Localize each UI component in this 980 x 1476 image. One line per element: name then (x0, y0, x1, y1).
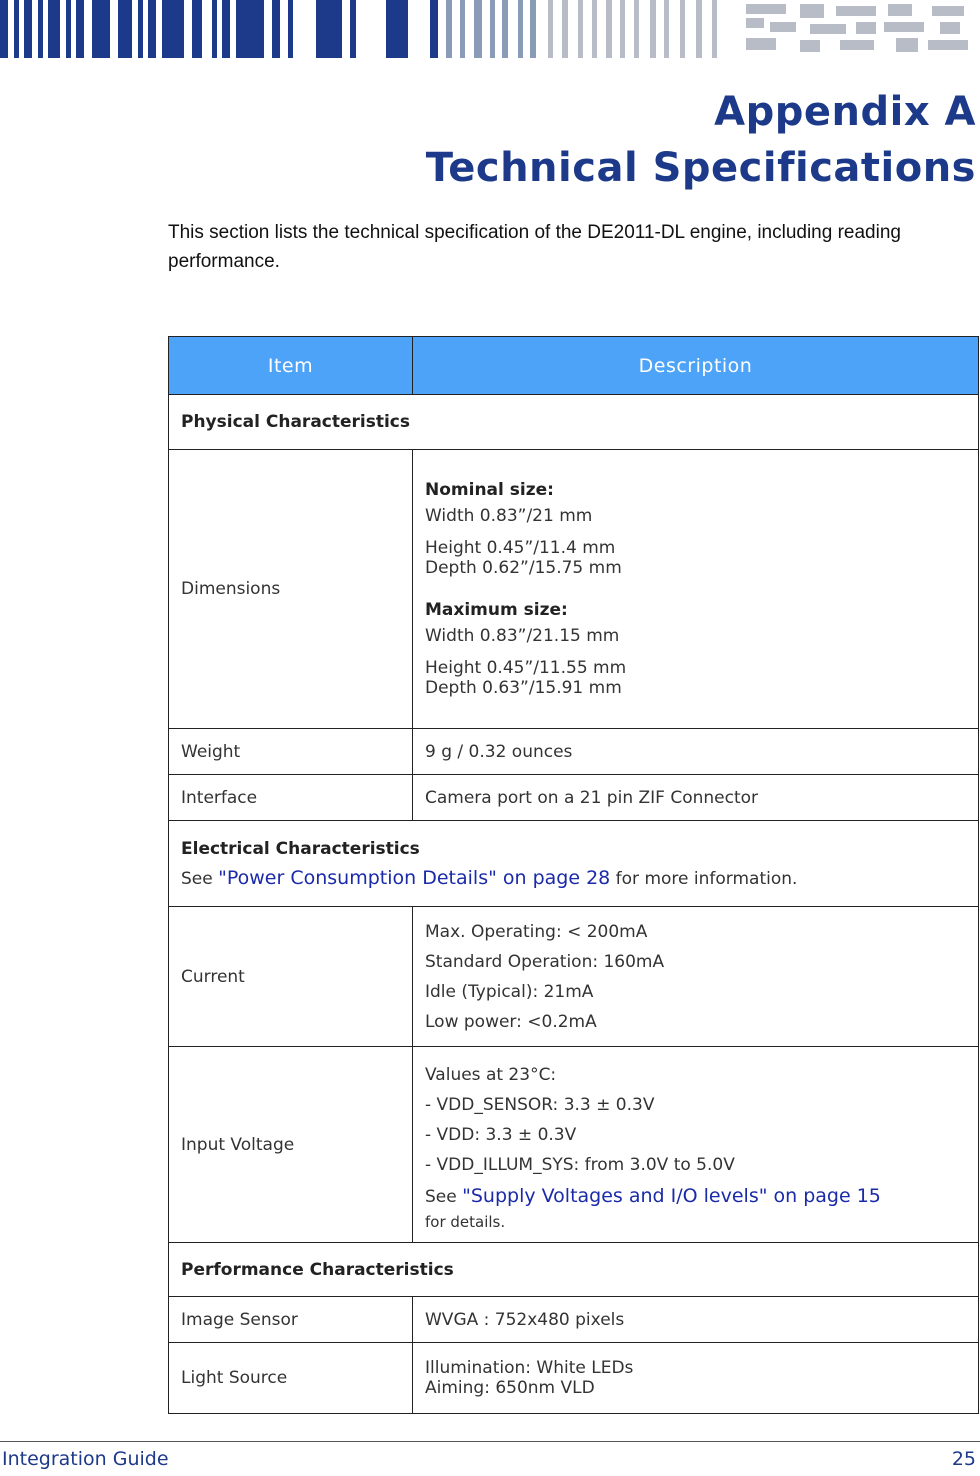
section-row-performance (169, 1243, 979, 1297)
current-standard: Standard Operation: 160mA (425, 951, 665, 972)
voltage-values: Values at 23°C: (425, 1064, 557, 1085)
nominal-depth: Depth 0.62”/15.75 mm (425, 558, 622, 578)
desc-light-source (413, 1343, 979, 1414)
section-electrical (169, 821, 979, 907)
nominal-height: Height 0.45”/11.4 mm (425, 538, 616, 558)
table-row (169, 907, 979, 1047)
see-prefix: See (425, 1186, 463, 1207)
table-row (169, 1297, 979, 1343)
section-row-electrical (169, 821, 979, 907)
nominal-size-heading: Nominal size: (425, 480, 554, 500)
note-prefix: See (181, 868, 219, 889)
voltage-see (425, 1185, 966, 1207)
page-title (426, 84, 976, 196)
desc-image-sensor: WVGA : 752x480 pixels (413, 1297, 979, 1343)
desc-input-voltage (413, 1047, 979, 1243)
section-title: Physical Characteristics (181, 412, 411, 432)
item-current: Current (169, 907, 413, 1047)
current-idle: Idle (Typical): 21mA (425, 981, 594, 1002)
maximum-size-heading: Maximum size: (425, 600, 568, 620)
table-row (169, 729, 979, 775)
note-suffix: for more information. (610, 868, 798, 889)
voltage-details: for details. (425, 1212, 506, 1231)
desc-dimensions (413, 450, 979, 729)
desc-weight: 9 g / 0.32 ounces (413, 729, 979, 775)
item-weight: Weight (169, 729, 413, 775)
desc-interface: Camera port on a 21 pin ZIF Connector (413, 775, 979, 821)
voltage-sensor: - VDD_SENSOR: 3.3 ± 0.3V (425, 1094, 655, 1115)
section-title: Electrical Characteristics (181, 838, 420, 859)
current-max: Max. Operating: < 200mA (425, 921, 648, 942)
power-consumption-link[interactable]: "Power Consumption Details" on page 28 (218, 866, 611, 889)
voltage-illum: - VDD_ILLUM_SYS: from 3.0V to 5.0V (425, 1154, 735, 1175)
max-depth: Depth 0.63”/15.91 mm (425, 678, 622, 698)
barcode-banner (0, 0, 980, 58)
section-performance (169, 1243, 979, 1297)
header-description: Description (413, 337, 979, 395)
section-note (181, 867, 966, 889)
item-image-sensor: Image Sensor (169, 1297, 413, 1343)
table-header-row (169, 337, 979, 395)
desc-current (413, 907, 979, 1047)
intro-paragraph: This section lists the technical specification of the DE2011-DL engine, including reading performance. (168, 222, 901, 272)
nominal-width: Width 0.83”/21 mm (425, 506, 593, 526)
table-row (169, 1343, 979, 1414)
section-title: Performance Characteristics (181, 1259, 454, 1280)
current-low-power: Low power: <0.2mA (425, 1011, 597, 1032)
voltage-vdd: - VDD: 3.3 ± 0.3V (425, 1124, 577, 1145)
max-height: Height 0.45”/11.55 mm (425, 658, 627, 678)
table-row (169, 450, 979, 729)
table-row (169, 775, 979, 821)
footer-page-number: 25 (951, 1448, 976, 1470)
light-illumination: Illumination: White LEDs (425, 1358, 634, 1378)
footer-divider (0, 1441, 980, 1442)
max-width: Width 0.83”/21.15 mm (425, 626, 620, 646)
header-item: Item (169, 337, 413, 395)
title-line-appendix: Appendix A (714, 89, 976, 135)
title-line-section: Technical Specifications (425, 145, 976, 191)
footer-guide-title: Integration Guide (2, 1448, 169, 1470)
section-physical (169, 395, 979, 450)
item-dimensions: Dimensions (169, 450, 413, 729)
supply-voltages-link[interactable]: "Supply Voltages and I/O levels" on page 15 (462, 1184, 881, 1207)
table-row (169, 1047, 979, 1243)
item-input-voltage: Input Voltage (169, 1047, 413, 1243)
item-light-source: Light Source (169, 1343, 413, 1414)
item-interface: Interface (169, 775, 413, 821)
section-row-physical (169, 395, 979, 450)
light-aiming: Aiming: 650nm VLD (425, 1378, 595, 1398)
spec-table (168, 336, 979, 1414)
